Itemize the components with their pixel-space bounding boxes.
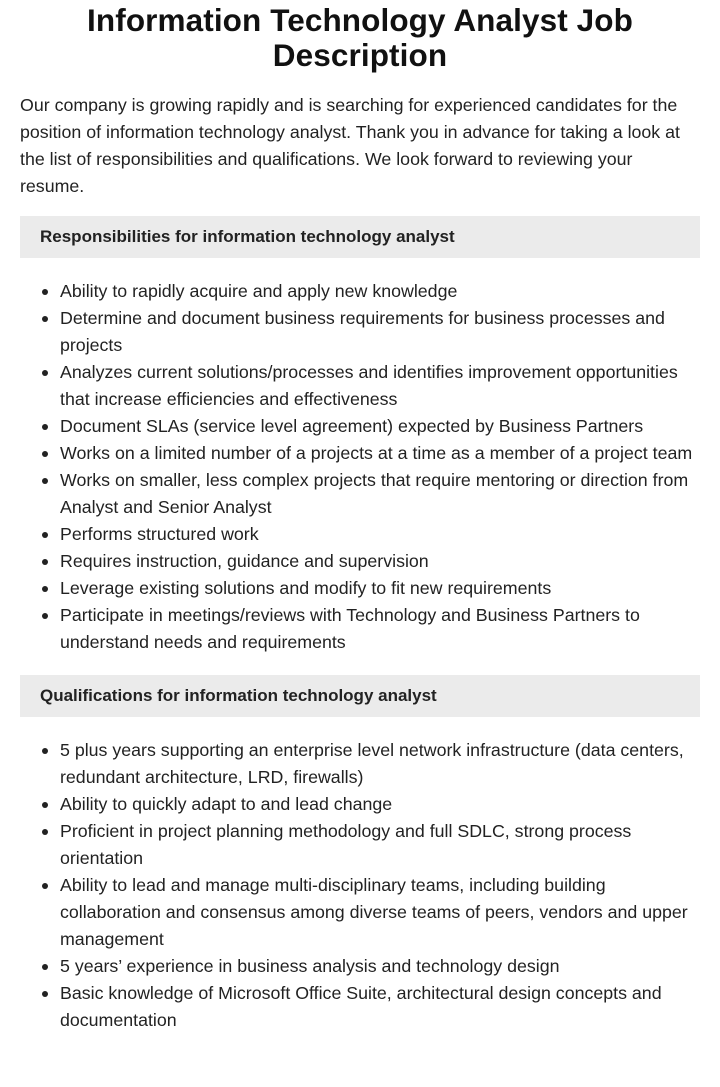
list-item: Requires instruction, guidance and supervision <box>60 548 700 575</box>
list-item: Performs structured work <box>60 521 700 548</box>
list-item: 5 plus years supporting an enterprise level network infrastructure (data centers, redundant architecture, LRD, firewalls) <box>60 737 700 791</box>
list-item: Participate in meetings/reviews with Technology and Business Partners to understand needs and requirements <box>60 602 700 656</box>
page-title: Information Technology Analyst Job Description <box>87 2 633 73</box>
list-item: Document SLAs (service level agreement) expected by Business Partners <box>60 413 700 440</box>
list-item: Works on smaller, less complex projects that require mentoring or direction from Analyst and Senior Analyst <box>60 467 700 521</box>
list-item: Analyzes current solutions/processes and identifies improvement opportunities that increase efficiencies and effectiveness <box>60 359 700 413</box>
qualifications-list <box>20 737 700 1034</box>
qualifications-heading: Qualifications for information technology analyst <box>20 675 700 717</box>
responsibilities-heading: Responsibilities for information technology analyst <box>20 216 700 258</box>
list-item: Ability to rapidly acquire and apply new knowledge <box>60 278 700 305</box>
list-item: Works on a limited number of a projects at a time as a member of a project team <box>60 440 700 467</box>
responsibilities-list <box>20 278 700 656</box>
list-item: Ability to quickly adapt to and lead change <box>60 791 700 818</box>
intro-paragraph: Our company is growing rapidly and is searching for experienced candidates for the position of information technology analyst. Thank you in advance for taking a look at the list of responsibilities and qualifications. We look forward to reviewing your resume. <box>20 95 680 196</box>
list-item: 5 years’ experience in business analysis and technology design <box>60 953 700 980</box>
list-item: Determine and document business requirements for business processes and projects <box>60 305 700 359</box>
list-item: Ability to lead and manage multi-disciplinary teams, including building collaboration and consensus among diverse teams of peers, vendors and upper management <box>60 872 700 953</box>
list-item: Proficient in project planning methodology and full SDLC, strong process orientation <box>60 818 700 872</box>
list-item: Basic knowledge of Microsoft Office Suite, architectural design concepts and documentation <box>60 980 700 1034</box>
list-item: Leverage existing solutions and modify to fit new requirements <box>60 575 700 602</box>
